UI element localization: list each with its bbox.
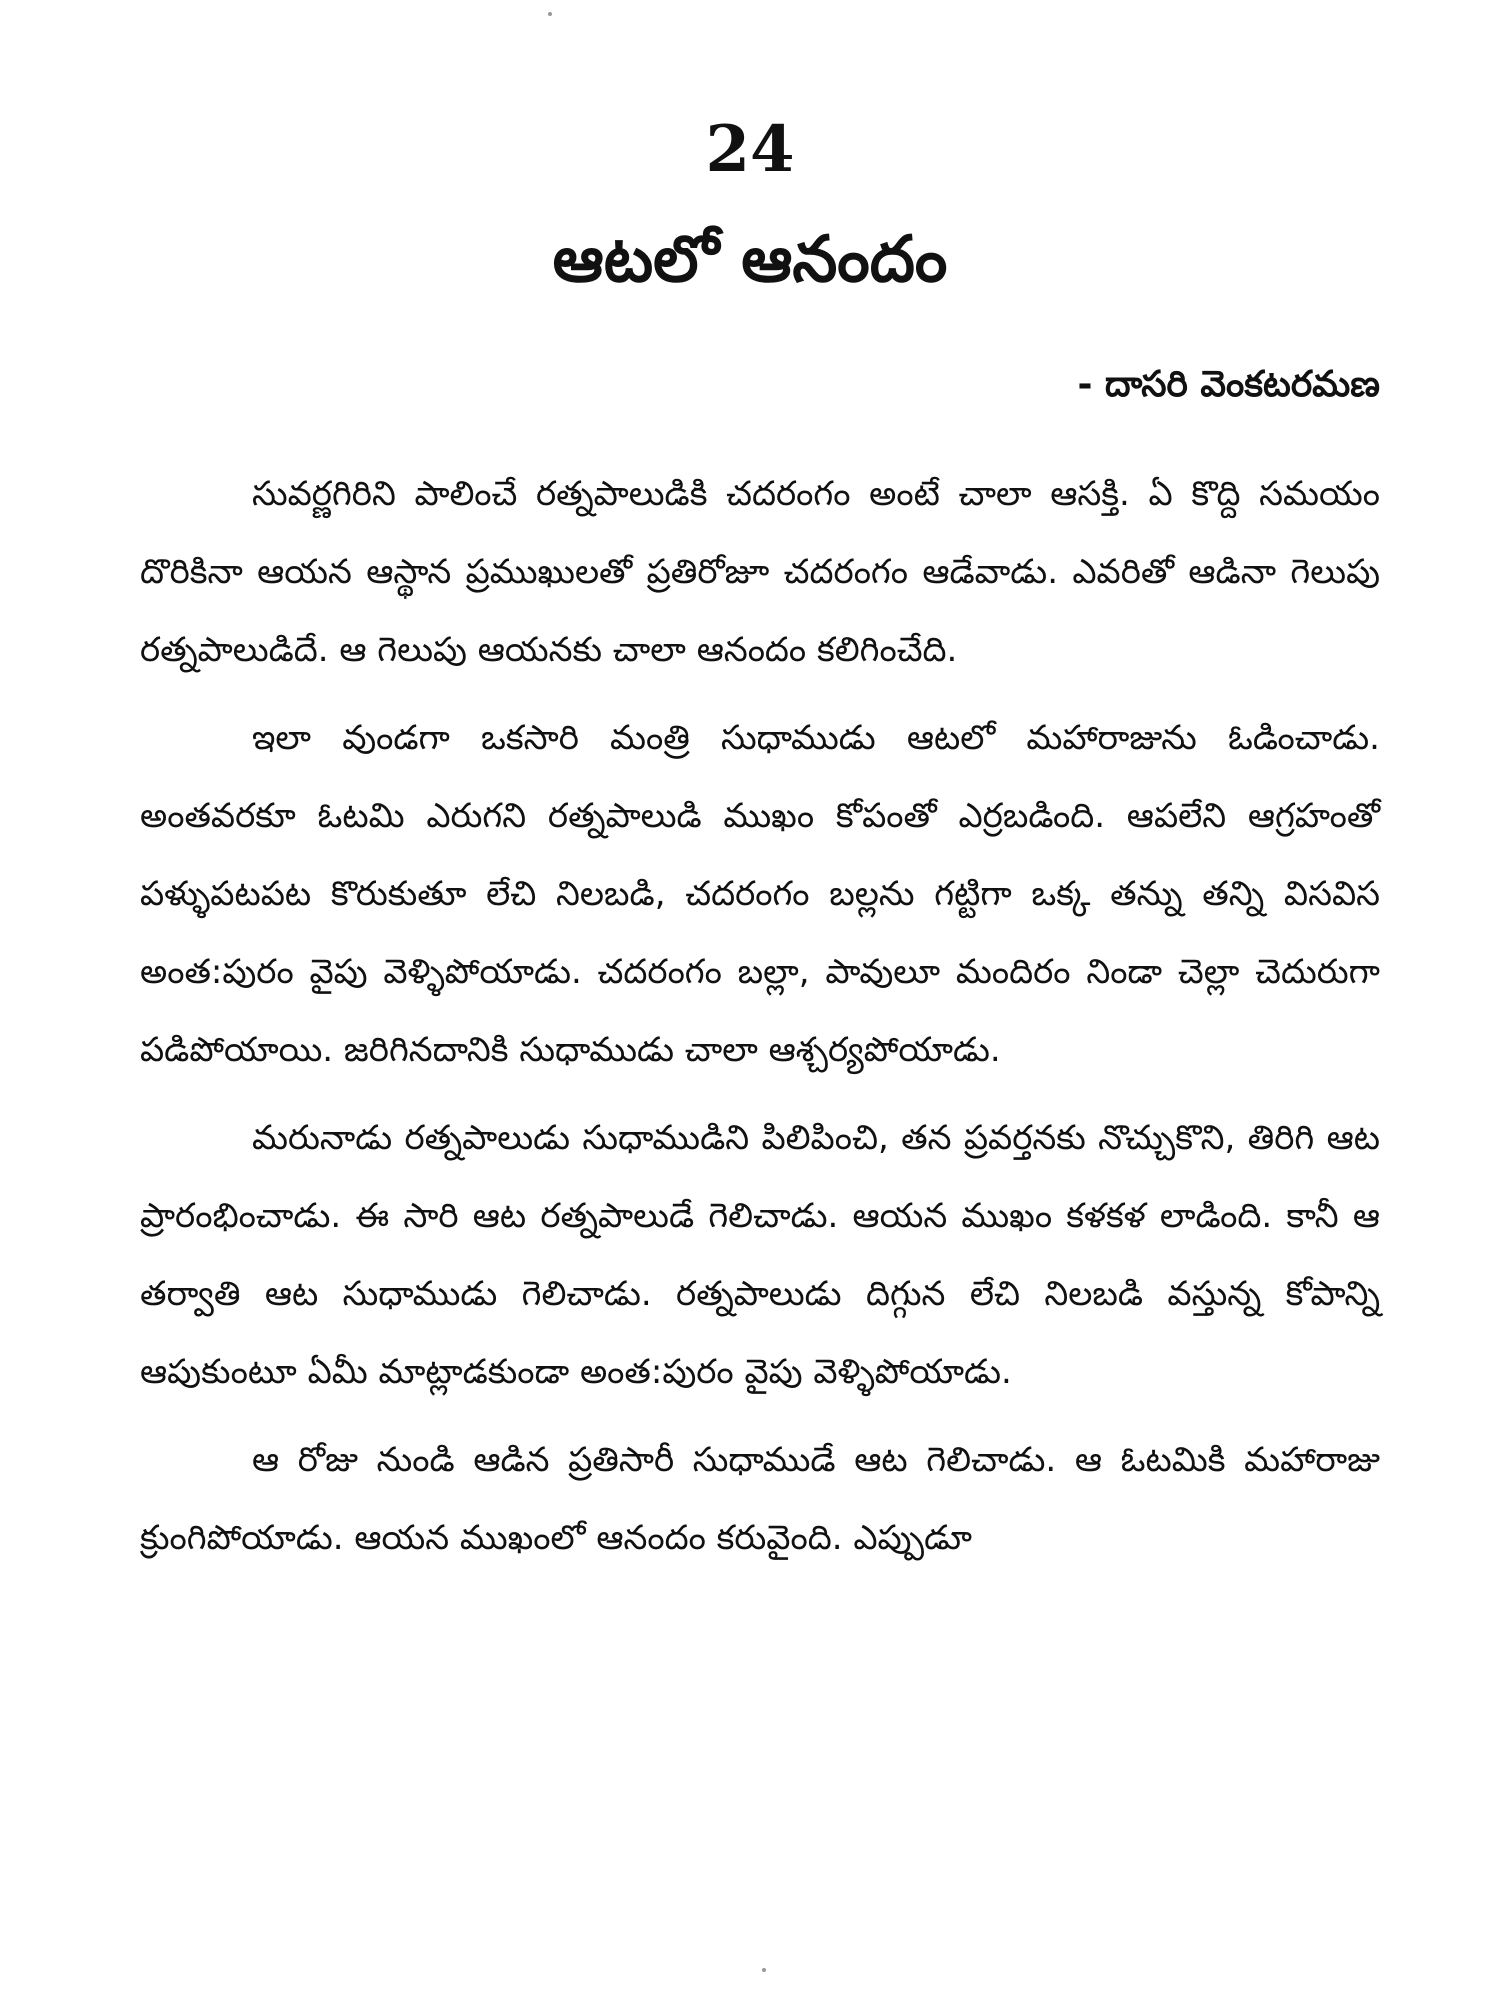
author-name: - దాసరి వెంకటరమణ (1077, 364, 1380, 405)
paragraph: మరునాడు రత్నపాలుడు సుధాముడిని పిలిపించి, తన ప్రవర్తనకు నొచ్చుకొని, తిరిగి ఆట ప్రారంభించాడు. ఈ సారి ఆట రత్నపాలుడే గెలిచాడు. ఆయన ముఖం కళకళ లాడింది. కానీ ఆ తర్వాతి ఆట సుధాముడు గెలిచాడు. రత్నపాలుడు దిగ్గున లేచి నిలబడి వస్తున్న కోపాన్ని ఆపుకుంటూ ఏమీ మాట్లాడకుండా అంత:పురం వైపు వెళ్ళిపోయాడు. (140, 1118, 1380, 1392)
page-speck (548, 12, 552, 16)
chapter-number: 24 (705, 112, 795, 187)
paragraph: ఆ రోజు నుండి ఆడిన ప్రతిసారీ సుధాముడే ఆట గెలిచాడు. ఆ ఓటమికి మహారాజు క్రుంగిపోయాడు. ఆయన ముఖంలో ఆనందం కరువైంది. ఎప్పుడూ (140, 1440, 1380, 1558)
story-body (140, 455, 1380, 1587)
chapter-title: ఆటలో ఆనందం (552, 223, 948, 297)
paragraph: సువర్ణగిరిని పాలించే రత్నపాలుడికి చదరంగం అంటే చాలా ఆసక్తి. ఏ కొద్ది సమయం దొరికినా ఆయన ఆస్థాన ప్రముఖులతో ప్రతిరోజూ చదరంగం ఆడేవాడు. ఎవరితో ఆడినా గెలుపు రత్నపాలుడిదే. ఆ గెలుపు ఆయనకు చాలా ఆనందం కలిగించేది. (140, 474, 1380, 670)
page-speck (762, 1968, 766, 1972)
paragraph: ఇలా వుండగా ఒకసారి మంత్రి సుధాముడు ఆటలో మహారాజును ఓడించాడు. అంతవరకూ ఓటమి ఎరుగని రత్నపాలుడి ముఖం కోపంతో ఎర్రబడింది. ఆపలేని ఆగ్రహంతో పళ్ళుపటపట కొరుకుతూ లేచి నిలబడి, చదరంగం బల్లను గట్టిగా ఒక్క తన్ను తన్ని విసవిస అంత:పురం వైపు వెళ్ళిపోయాడు. చదరంగం బల్లా, పావులూ మందిరం నిండా చెల్లా చెదురుగా పడిపోయాయి. జరిగినదానికి సుధాముడు చాలా ఆశ్చర్యపోయాడు. (140, 718, 1380, 1070)
